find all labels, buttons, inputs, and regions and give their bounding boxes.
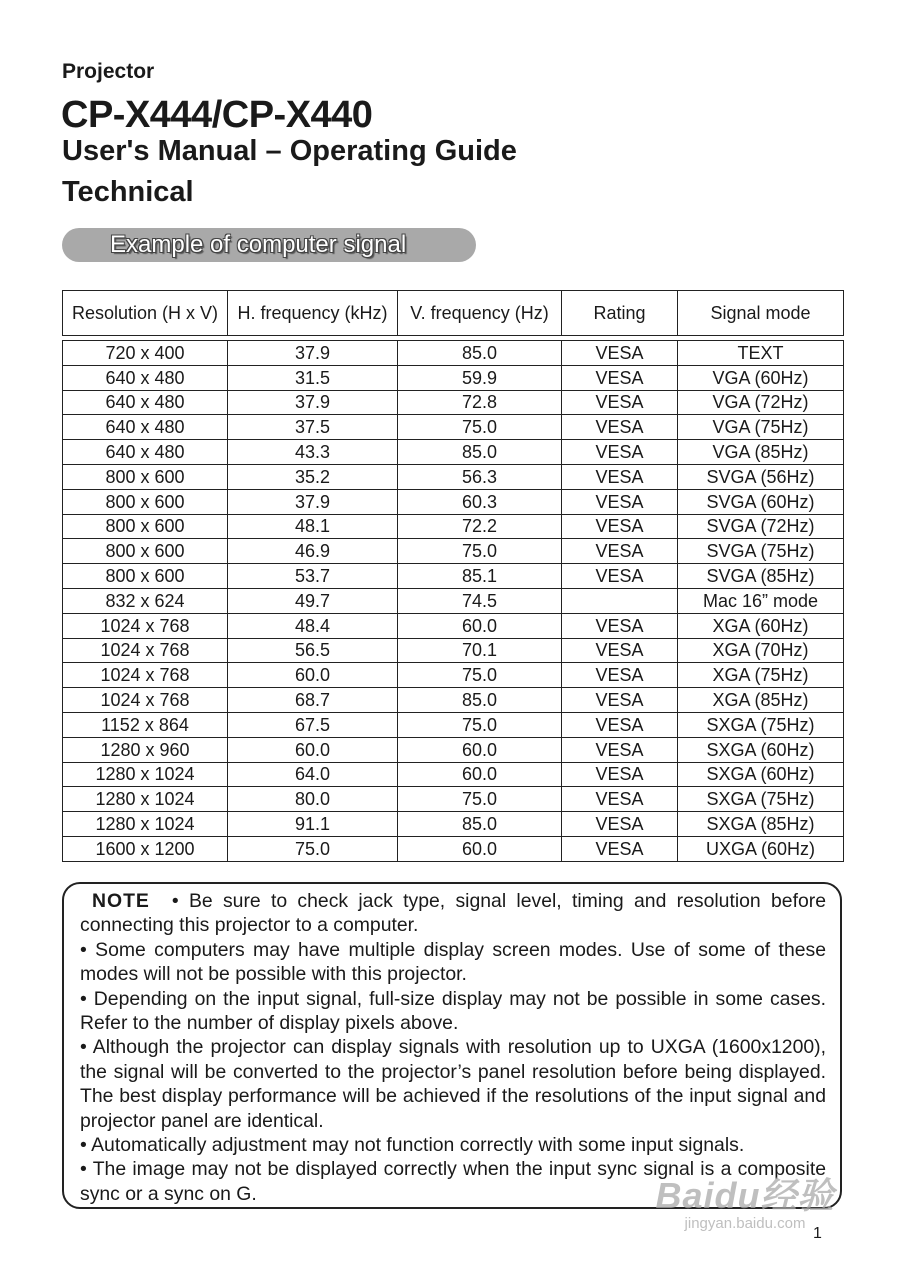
column-header-resolution: Resolution (H x V)	[63, 291, 228, 336]
cell-h-frequency: 48.1	[228, 514, 398, 539]
cell-v-frequency: 72.2	[398, 514, 562, 539]
table-row	[63, 564, 844, 589]
cell-signal-mode: SVGA (75Hz)	[678, 539, 844, 564]
model-title: CP-X444/CP-X440	[61, 94, 373, 136]
cell-h-frequency: 60.0	[228, 663, 398, 688]
cell-v-frequency: 75.0	[398, 787, 562, 812]
cell-v-frequency: 85.0	[398, 812, 562, 837]
note-item	[80, 889, 826, 938]
column-header-h-frequency: H. frequency (kHz)	[228, 291, 398, 336]
cell-rating: VESA	[562, 638, 678, 663]
cell-h-frequency: 43.3	[228, 440, 398, 465]
cell-resolution: 1280 x 1024	[63, 787, 228, 812]
cell-h-frequency: 60.0	[228, 737, 398, 762]
table-row	[63, 539, 844, 564]
cell-h-frequency: 68.7	[228, 688, 398, 713]
cell-signal-mode: SXGA (60Hz)	[678, 762, 844, 787]
cell-resolution: 1152 x 864	[63, 712, 228, 737]
product-label: Projector	[62, 60, 155, 83]
table-row	[63, 663, 844, 688]
table-row	[63, 365, 844, 390]
note-item: • Automatically adjustment may not function correctly with some input signals.	[80, 1134, 745, 1157]
cell-h-frequency: 37.9	[228, 390, 398, 415]
table-row	[63, 390, 844, 415]
table-row	[63, 613, 844, 638]
cell-resolution: 800 x 600	[63, 514, 228, 539]
cell-v-frequency: 85.0	[398, 440, 562, 465]
note-item: • Some computers may have multiple display screen modes. Use of some of these modes will not be possible with this projector.	[80, 938, 826, 986]
column-header-signal-mode: Signal mode	[678, 291, 844, 336]
cell-resolution: 800 x 600	[63, 564, 228, 589]
cell-rating	[562, 588, 678, 613]
cell-rating: VESA	[562, 613, 678, 638]
cell-signal-mode: SXGA (75Hz)	[678, 787, 844, 812]
cell-signal-mode: XGA (75Hz)	[678, 663, 844, 688]
cell-v-frequency: 60.0	[398, 762, 562, 787]
cell-signal-mode: XGA (85Hz)	[678, 688, 844, 713]
cell-resolution: 640 x 480	[63, 415, 228, 440]
column-header-rating: Rating	[562, 291, 678, 336]
cell-rating: VESA	[562, 464, 678, 489]
cell-signal-mode: VGA (85Hz)	[678, 440, 844, 465]
cell-resolution: 640 x 480	[63, 365, 228, 390]
cell-resolution: 640 x 480	[63, 440, 228, 465]
cell-signal-mode: SXGA (85Hz)	[678, 812, 844, 837]
cell-signal-mode: TEXT	[678, 341, 844, 366]
cell-rating: VESA	[562, 812, 678, 837]
cell-v-frequency: 74.5	[398, 588, 562, 613]
cell-rating: VESA	[562, 787, 678, 812]
cell-v-frequency: 75.0	[398, 712, 562, 737]
cell-rating: VESA	[562, 539, 678, 564]
cell-signal-mode: SVGA (56Hz)	[678, 464, 844, 489]
cell-v-frequency: 70.1	[398, 638, 562, 663]
table-row	[63, 688, 844, 713]
cell-h-frequency: 56.5	[228, 638, 398, 663]
table-row	[63, 836, 844, 861]
cell-resolution: 832 x 624	[63, 588, 228, 613]
cell-v-frequency: 75.0	[398, 415, 562, 440]
cell-rating: VESA	[562, 836, 678, 861]
cell-signal-mode: VGA (60Hz)	[678, 365, 844, 390]
cell-signal-mode: Mac 16” mode	[678, 588, 844, 613]
section-title: Technical	[62, 176, 194, 208]
cell-h-frequency: 64.0	[228, 762, 398, 787]
cell-resolution: 1024 x 768	[63, 688, 228, 713]
cell-h-frequency: 35.2	[228, 464, 398, 489]
cell-rating: VESA	[562, 390, 678, 415]
cell-signal-mode: VGA (72Hz)	[678, 390, 844, 415]
cell-v-frequency: 75.0	[398, 539, 562, 564]
manual-subtitle: User's Manual – Operating Guide	[62, 135, 517, 167]
cell-h-frequency: 37.9	[228, 341, 398, 366]
note-label: NOTE	[92, 890, 150, 912]
cell-resolution: 1280 x 1024	[63, 762, 228, 787]
cell-v-frequency: 85.0	[398, 341, 562, 366]
cell-resolution: 720 x 400	[63, 341, 228, 366]
table-row	[63, 341, 844, 366]
cell-rating: VESA	[562, 564, 678, 589]
cell-h-frequency: 37.5	[228, 415, 398, 440]
cell-resolution: 800 x 600	[63, 489, 228, 514]
note-box	[62, 882, 842, 1209]
cell-rating: VESA	[562, 489, 678, 514]
table-row	[63, 464, 844, 489]
cell-resolution: 640 x 480	[63, 390, 228, 415]
cell-rating: VESA	[562, 440, 678, 465]
cell-v-frequency: 60.0	[398, 613, 562, 638]
table-row	[63, 737, 844, 762]
table-row	[63, 812, 844, 837]
signal-table-body	[63, 341, 844, 862]
page-number: 1	[813, 1225, 822, 1242]
table-row	[63, 712, 844, 737]
cell-signal-mode: SVGA (60Hz)	[678, 489, 844, 514]
cell-resolution: 1280 x 1024	[63, 812, 228, 837]
cell-resolution: 1024 x 768	[63, 613, 228, 638]
cell-rating: VESA	[562, 712, 678, 737]
cell-resolution: 800 x 600	[63, 539, 228, 564]
cell-h-frequency: 46.9	[228, 539, 398, 564]
cell-rating: VESA	[562, 688, 678, 713]
cell-rating: VESA	[562, 762, 678, 787]
cell-v-frequency: 75.0	[398, 663, 562, 688]
table-row	[63, 415, 844, 440]
table-row	[63, 514, 844, 539]
cell-v-frequency: 60.3	[398, 489, 562, 514]
cell-h-frequency: 75.0	[228, 836, 398, 861]
table-row	[63, 588, 844, 613]
cell-signal-mode: XGA (70Hz)	[678, 638, 844, 663]
cell-signal-mode: XGA (60Hz)	[678, 613, 844, 638]
cell-h-frequency: 80.0	[228, 787, 398, 812]
cell-signal-mode: SVGA (72Hz)	[678, 514, 844, 539]
note-item: • Depending on the input signal, full-size display may not be possible in some cases. Refer to the number of display pixels above.	[80, 987, 826, 1035]
cell-h-frequency: 91.1	[228, 812, 398, 837]
table-row	[63, 638, 844, 663]
cell-resolution: 1024 x 768	[63, 638, 228, 663]
table-row	[63, 762, 844, 787]
cell-v-frequency: 59.9	[398, 365, 562, 390]
cell-rating: VESA	[562, 415, 678, 440]
cell-v-frequency: 72.8	[398, 390, 562, 415]
cell-v-frequency: 60.0	[398, 836, 562, 861]
section-label-pill: Example of computer signal	[62, 228, 476, 262]
cell-h-frequency: 31.5	[228, 365, 398, 390]
cell-v-frequency: 56.3	[398, 464, 562, 489]
table-row	[63, 440, 844, 465]
cell-h-frequency: 37.9	[228, 489, 398, 514]
cell-signal-mode: SVGA (85Hz)	[678, 564, 844, 589]
cell-rating: VESA	[562, 365, 678, 390]
cell-rating: VESA	[562, 341, 678, 366]
note-item: • Although the projector can display signals with resolution up to UXGA (1600x1200), the signal will be converted to the projector’s panel resolution before being displayed. The best display performance will be achieved if the resolutions of the input signal and projector panel are identical.	[80, 1036, 826, 1132]
cell-resolution: 800 x 600	[63, 464, 228, 489]
cell-h-frequency: 53.7	[228, 564, 398, 589]
signal-table	[62, 290, 844, 862]
cell-rating: VESA	[562, 663, 678, 688]
cell-resolution: 1280 x 960	[63, 737, 228, 762]
cell-h-frequency: 67.5	[228, 712, 398, 737]
cell-signal-mode: UXGA (60Hz)	[678, 836, 844, 861]
column-header-v-frequency: V. frequency (Hz)	[398, 291, 562, 336]
cell-h-frequency: 48.4	[228, 613, 398, 638]
table-header-row	[63, 291, 844, 336]
note-item-text: • Be sure to check jack type, signal level, timing and resolution before connecting this projector to a computer.	[80, 890, 826, 937]
baidu-watermark	[640, 1168, 850, 1232]
cell-rating: VESA	[562, 514, 678, 539]
table-row	[63, 787, 844, 812]
watermark-url: jingyan.baidu.com	[684, 1215, 806, 1232]
table-row	[63, 489, 844, 514]
cell-v-frequency: 60.0	[398, 737, 562, 762]
cell-signal-mode: SXGA (75Hz)	[678, 712, 844, 737]
cell-v-frequency: 85.1	[398, 564, 562, 589]
cell-rating: VESA	[562, 737, 678, 762]
cell-resolution: 1024 x 768	[63, 663, 228, 688]
watermark-logo: Baidu经验	[655, 1175, 835, 1216]
cell-v-frequency: 85.0	[398, 688, 562, 713]
cell-signal-mode: VGA (75Hz)	[678, 415, 844, 440]
note-item: • The image may not be displayed correctly when the input sync signal is a composite sync or a sync on G.	[80, 1158, 826, 1205]
cell-signal-mode: SXGA (60Hz)	[678, 737, 844, 762]
cell-h-frequency: 49.7	[228, 588, 398, 613]
cell-resolution: 1600 x 1200	[63, 836, 228, 861]
